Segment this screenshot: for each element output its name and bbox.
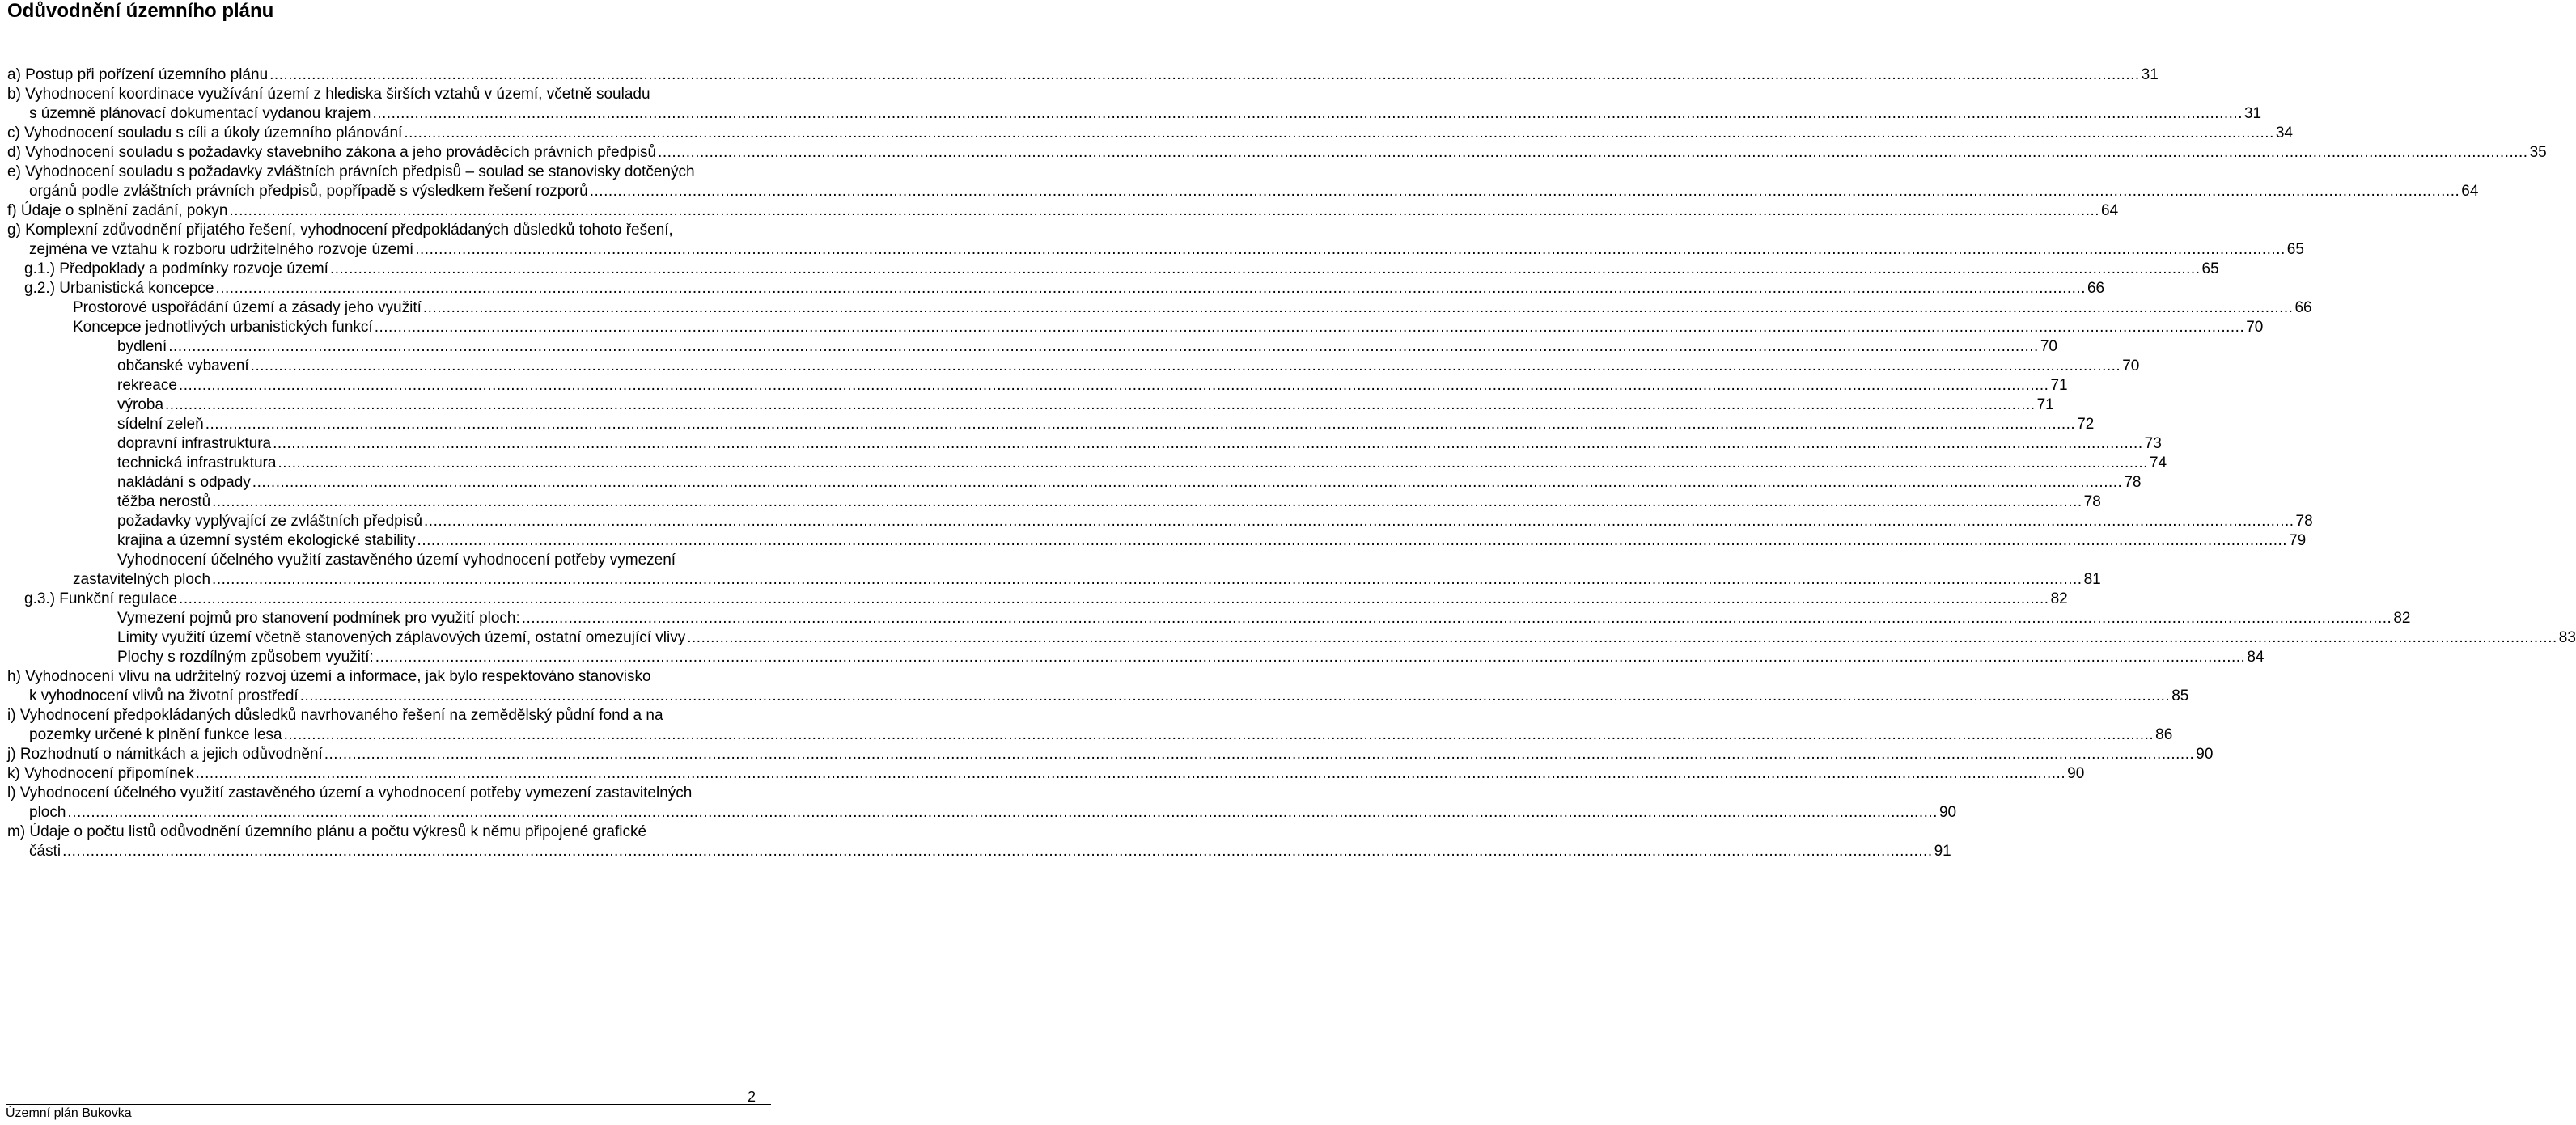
toc-entry-page: 91	[1934, 843, 1951, 860]
toc-entry-label: Vymezení pojmů pro stanovení podmínek pro využití ploch:	[117, 610, 520, 627]
toc-leader-dots: ................................................................................................................................................................................................................................................................................................................................................................................................................	[658, 144, 2528, 161]
toc-entry-page: 71	[2036, 396, 2054, 413]
toc-leader-dots: ................................................................................................................................................................................................................................................................................................................................................................................................................	[229, 202, 2100, 219]
toc-entry	[0, 298, 2312, 318]
toc-entry-label: k) Vyhodnocení připomínek	[7, 765, 194, 782]
toc-entry-label: g) Komplexní zdůvodnění přijatého řešení, vyhodnocení předpokládaných důsledků tohoto řešení,	[7, 222, 673, 239]
toc-leader-dots: ................................................................................................................................................................................................................................................................................................................................................................................................................	[375, 649, 2246, 666]
toc-entry-label: l) Vyhodnocení účelného využití zastavěného území a vyhodnocení potřeby vymezení zastavitelných	[7, 785, 693, 801]
toc-entry	[0, 745, 2214, 764]
table-of-contents	[0, 66, 2576, 861]
toc-entry-page: 74	[2149, 455, 2167, 472]
toc-entry	[0, 551, 777, 570]
toc-entry-page: 70	[2122, 357, 2140, 374]
toc-entry	[0, 221, 777, 240]
toc-entry-label: e) Vyhodnocení souladu s požadavky zvláštních právních předpisů – soulad se stanovisky dotčených	[7, 163, 695, 180]
toc-entry-page: 71	[2050, 377, 2068, 394]
toc-entry	[0, 395, 2054, 415]
toc-leader-dots: ................................................................................................................................................................................................................................................................................................................................................................................................................	[67, 804, 1938, 821]
toc-entry	[0, 687, 2189, 706]
toc-entry-page: 82	[2393, 610, 2411, 627]
toc-leader-dots: ................................................................................................................................................................................................................................................................................................................................................................................................................	[283, 726, 2154, 743]
toc-entry-label: nakládání s odpady	[117, 474, 251, 491]
toc-entry	[0, 163, 777, 182]
toc-entry-page: 78	[2295, 513, 2313, 530]
toc-entry-page: 90	[1938, 804, 1957, 821]
toc-entry-label: Koncepce jednotlivých urbanistických funkcí	[73, 319, 373, 336]
toc-entry-page: 31	[2141, 66, 2159, 83]
toc-entry-label: výroba	[117, 396, 164, 413]
toc-entry-label: s územně plánovací dokumentací vydanou krajem	[29, 105, 371, 122]
toc-leader-dots: ................................................................................................................................................................................................................................................................................................................................................................................................................	[205, 416, 2076, 433]
page-number: 2	[747, 1089, 756, 1105]
toc-entry-label: b) Vyhodnocení koordinace využívání území z hlediska širších vztahů v území, včetně souladu	[7, 86, 650, 103]
toc-entry-page: 90	[2067, 765, 2085, 782]
toc-entry	[0, 648, 2265, 667]
toc-entry	[0, 454, 2167, 473]
toc-leader-dots: ................................................................................................................................................................................................................................................................................................................................................................................................................	[329, 260, 2201, 277]
toc-entry	[0, 512, 2313, 531]
toc-entry-label: bydlení	[117, 338, 167, 355]
toc-leader-dots: ................................................................................................................................................................................................................................................................................................................................................................................................................	[273, 435, 2143, 452]
toc-entry	[0, 434, 2162, 454]
footer-divider	[6, 1104, 771, 1105]
page-title: Odůvodnění územního plánu	[7, 0, 274, 22]
toc-entry-page: 90	[2196, 746, 2214, 763]
toc-entry-page: 65	[2286, 241, 2304, 258]
toc-entry	[0, 725, 2173, 745]
toc-entry	[0, 473, 2142, 493]
toc-entry-label: g.3.) Funkční regulace	[24, 590, 178, 607]
toc-entry	[0, 182, 2479, 201]
toc-entry	[0, 85, 777, 104]
toc-entry-page: 78	[2083, 493, 2101, 510]
toc-entry-label: technická infrastruktura	[117, 455, 277, 472]
toc-entry-label: j) Rozhodnutí o námitkách a jejich odůvodnění	[7, 746, 323, 763]
toc-entry-label: Limity využití území včetně stanovených záplavových území, ostatní omezující vlivy	[117, 629, 686, 646]
toc-entry	[0, 260, 2219, 279]
toc-entry-label: a) Postup při pořízení územního plánu	[7, 66, 269, 83]
toc-leader-dots: ................................................................................................................................................................................................................................................................................................................................................................................................................	[62, 843, 1933, 860]
toc-leader-dots: ................................................................................................................................................................................................................................................................................................................................................................................................................	[372, 105, 2243, 122]
toc-entry	[0, 609, 2411, 628]
toc-entry	[0, 842, 1951, 861]
toc-entry	[0, 318, 2264, 337]
toc-entry-page: 79	[2289, 532, 2307, 549]
toc-leader-dots: ................................................................................................................................................................................................................................................................................................................................................................................................................	[422, 299, 2294, 316]
toc-entry-page: 66	[2294, 299, 2312, 316]
toc-entry-label: zastavitelných ploch	[73, 571, 211, 588]
toc-leader-dots: ................................................................................................................................................................................................................................................................................................................................................................................................................	[250, 357, 2121, 374]
toc-entry-label: Plochy s rozdílným způsobem využití:	[117, 649, 374, 666]
toc-entry	[0, 667, 777, 687]
toc-leader-dots: ................................................................................................................................................................................................................................................................................................................................................................................................................	[195, 765, 2066, 782]
toc-entry-label: sídelní zeleň	[117, 416, 204, 433]
toc-entry-label: Vyhodnocení účelného využití zastavěného území vyhodnocení potřeby vymezení	[117, 552, 676, 569]
toc-leader-dots: ................................................................................................................................................................................................................................................................................................................................................................................................................	[269, 66, 2140, 83]
toc-entry	[0, 628, 2576, 648]
toc-leader-dots: ................................................................................................................................................................................................................................................................................................................................................................................................................	[165, 396, 2036, 413]
toc-entry-label: občanské vybavení	[117, 357, 249, 374]
toc-entry-label: f) Údaje o splnění zadání, pokyn	[7, 202, 228, 219]
toc-entry-label: i) Vyhodnocení předpokládaných důsledků navrhovaného řešení na zemědělský půdní fond a na	[7, 707, 663, 724]
toc-leader-dots: ................................................................................................................................................................................................................................................................................................................................................................................................................	[215, 280, 2086, 297]
toc-entry-page: 84	[2247, 649, 2265, 666]
toc-entry-page: 78	[2124, 474, 2142, 491]
toc-entry-page: 66	[2087, 280, 2105, 297]
toc-entry-label: orgánů podle zvláštních právních předpisů, popřípadě s výsledkem řešení rozporů	[29, 183, 588, 200]
toc-entry	[0, 784, 777, 803]
toc-leader-dots: ................................................................................................................................................................................................................................................................................................................................................................................................................	[299, 687, 2171, 704]
toc-entry-page: 81	[2083, 571, 2101, 588]
toc-entry	[0, 823, 777, 842]
toc-entry-page: 83	[2558, 629, 2576, 646]
toc-entry	[0, 104, 2262, 124]
toc-entry	[0, 764, 2085, 784]
toc-entry	[0, 143, 2547, 163]
toc-leader-dots: ................................................................................................................................................................................................................................................................................................................................................................................................................	[212, 493, 2082, 510]
toc-entry	[0, 531, 2307, 551]
toc-entry	[0, 570, 2101, 590]
toc-entry	[0, 124, 2293, 143]
toc-entry-page: 82	[2050, 590, 2068, 607]
toc-entry-page: 70	[2040, 338, 2057, 355]
toc-entry-page: 64	[2461, 183, 2479, 200]
toc-entry-page: 73	[2144, 435, 2162, 452]
toc-entry	[0, 337, 2057, 357]
toc-entry-label: d) Vyhodnocení souladu s požadavky stavebního zákona a jeho prováděcích právních předpisů	[7, 144, 657, 161]
footer-document-name: Územní plán Bukovka	[6, 1106, 132, 1120]
toc-entry-page: 85	[2171, 687, 2189, 704]
toc-entry	[0, 201, 2119, 221]
toc-leader-dots: ................................................................................................................................................................................................................................................................................................................................................................................................................	[178, 377, 2049, 394]
toc-entry-page: 34	[2275, 125, 2293, 142]
toc-leader-dots: ................................................................................................................................................................................................................................................................................................................................................................................................................	[324, 746, 2195, 763]
toc-leader-dots: ................................................................................................................................................................................................................................................................................................................................................................................................................	[404, 125, 2274, 142]
toc-leader-dots: ................................................................................................................................................................................................................................................................................................................................................................................................................	[589, 183, 2460, 200]
toc-leader-dots: ................................................................................................................................................................................................................................................................................................................................................................................................................	[417, 532, 2288, 549]
toc-entry-page: 64	[2101, 202, 2119, 219]
toc-entry-label: k vyhodnocení vlivů na životní prostředí	[29, 687, 299, 704]
toc-entry-label: krajina a územní systém ekologické stability	[117, 532, 416, 549]
toc-entry-page: 86	[2155, 726, 2173, 743]
toc-entry	[0, 66, 2159, 85]
toc-leader-dots: ................................................................................................................................................................................................................................................................................................................................................................................................................	[374, 319, 2245, 336]
toc-entry-page: 31	[2243, 105, 2262, 122]
toc-entry-label: části	[29, 843, 61, 860]
toc-entry-page: 70	[2246, 319, 2264, 336]
toc-entry	[0, 493, 2101, 512]
toc-entry-label: dopravní infrastruktura	[117, 435, 272, 452]
toc-entry	[0, 706, 777, 725]
toc-entry-label: pozemky určené k plnění funkce lesa	[29, 726, 282, 743]
toc-entry	[0, 590, 2068, 609]
toc-leader-dots: ................................................................................................................................................................................................................................................................................................................................................................................................................	[521, 610, 2392, 627]
toc-entry-label: m) Údaje o počtu listů odůvodnění územního plánu a počtu výkresů k němu připojené grafické	[7, 823, 647, 840]
toc-entry-label: g.2.) Urbanistická koncepce	[24, 280, 214, 297]
toc-leader-dots: ................................................................................................................................................................................................................................................................................................................................................................................................................	[424, 513, 2294, 530]
toc-entry-label: g.1.) Předpoklady a podmínky rozvoje území	[24, 260, 328, 277]
toc-entry-label: zejména ve vztahu k rozboru udržitelného rozvoje území	[29, 241, 414, 258]
toc-entry	[0, 279, 2105, 298]
toc-leader-dots: ................................................................................................................................................................................................................................................................................................................................................................................................................	[687, 629, 2557, 646]
toc-entry-label: Prostorové uspořádání území a zásady jeho využití	[73, 299, 422, 316]
toc-entry-page: 65	[2201, 260, 2219, 277]
toc-entry-label: rekreace	[117, 377, 177, 394]
toc-entry	[0, 357, 2140, 376]
toc-entry-page: 72	[2077, 416, 2095, 433]
toc-leader-dots: ................................................................................................................................................................................................................................................................................................................................................................................................................	[212, 571, 2082, 588]
toc-entry	[0, 803, 1957, 823]
toc-leader-dots: ................................................................................................................................................................................................................................................................................................................................................................................................................	[415, 241, 2286, 258]
toc-entry-page: 35	[2529, 144, 2547, 161]
toc-entry-label: těžba nerostů	[117, 493, 211, 510]
toc-entry-label: požadavky vyplývající ze zvláštních předpisů	[117, 513, 423, 530]
toc-leader-dots: ................................................................................................................................................................................................................................................................................................................................................................................................................	[278, 455, 2148, 472]
toc-leader-dots: ................................................................................................................................................................................................................................................................................................................................................................................................................	[179, 590, 2049, 607]
toc-entry-label: h) Vyhodnocení vlivu na udržitelný rozvoj území a informace, jak bylo respektováno stanovisko	[7, 668, 651, 685]
toc-leader-dots: ................................................................................................................................................................................................................................................................................................................................................................................................................	[252, 474, 2123, 491]
toc-entry-label: ploch	[29, 804, 66, 821]
toc-leader-dots: ................................................................................................................................................................................................................................................................................................................................................................................................................	[168, 338, 2039, 355]
toc-entry	[0, 415, 2095, 434]
toc-entry	[0, 376, 2068, 395]
toc-entry-label: c) Vyhodnocení souladu s cíli a úkoly územního plánování	[7, 125, 403, 142]
toc-entry	[0, 240, 2304, 260]
